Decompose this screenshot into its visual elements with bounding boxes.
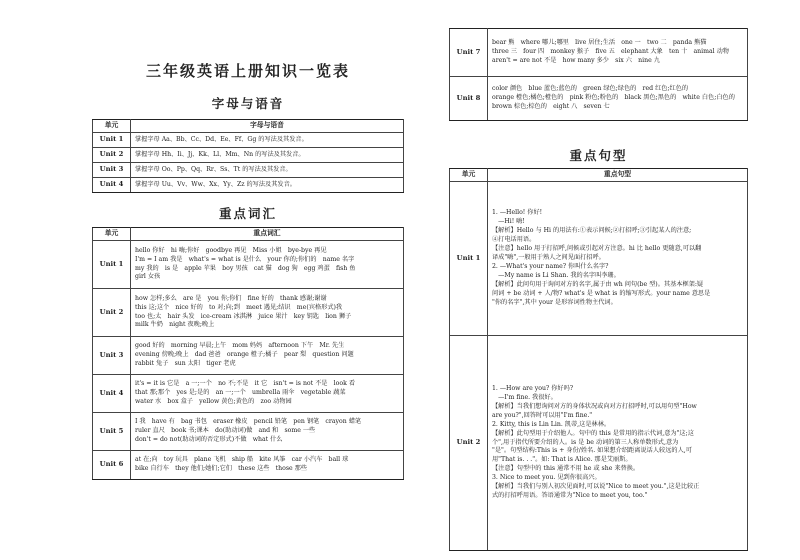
table-row	[93, 133, 404, 148]
unit-label: Unit 2	[450, 336, 488, 551]
table-row	[93, 163, 404, 178]
content-line: I'm = I am 我是 what's = what is 是什么 your 你的;你们的 name 名字	[135, 255, 355, 263]
table-row	[93, 337, 404, 375]
content-line: 掌握字母 Hh、Ii、Jj、Kk、Ll、Mm、Nn 的写法及其发音。	[135, 150, 305, 158]
content-line: it's = it is 它是 a 一;一个 no 不;不是 it 它 isn't = is not 不是 look 看	[135, 380, 356, 388]
content-line: 掌握字母 Aa、Bb、Cc、Dd、Ee、Ff、Gg 的写法及其发音。	[135, 135, 308, 143]
vocabulary-table	[92, 227, 404, 480]
content-line: good 好的 morning 早晨;上午 mom 妈妈 afternoon 下午 Mr. 先生	[135, 342, 345, 350]
content-line: color 颜色 blue 蓝色;蓝色的 green 绿色;绿色的 red 红色;红色的	[492, 85, 689, 93]
unit-label: Unit 4	[93, 178, 131, 193]
row-content	[488, 29, 748, 77]
sentences-header-unit: 单元	[450, 169, 488, 182]
table-row	[450, 77, 748, 121]
content-line: orange 橙色;橘色;橙色的 pink 粉色;粉色的 black 黑色;黑色的 white 白色;白色的	[492, 94, 735, 101]
content-line: 3. Nice to meet you. 见到你很高兴。	[492, 474, 601, 482]
sentences-table	[449, 168, 748, 551]
vocabulary-header-content: 重点词汇	[131, 228, 404, 241]
row-content	[131, 289, 404, 337]
content-line: 式的打招呼用语。答语通常为"Nice to meet you, too."	[492, 492, 648, 500]
table-row	[93, 148, 404, 163]
table-row	[450, 336, 748, 551]
content-line: three 三 four 四 monkey 猴子 five 五 elephant 大象 ten 十 animal 动物	[492, 48, 729, 55]
row-content	[488, 77, 748, 121]
content-line: "是"。句型结构:This is + 身份/姓名. 如果想介绍距离说话人较远的人,可	[492, 447, 692, 455]
content-line: I 我 have 有 bag 书包 eraser 橡皮 pencil 铅笔 pen 钢笔 crayon 蜡笔	[135, 418, 362, 426]
content-line: 1. —How are you? 你好吗?	[492, 384, 574, 392]
row-content	[131, 163, 404, 178]
alphabet-section-title: 字母与语音	[211, 96, 285, 111]
content-line: are you?",回答时可以用"I'm fine."	[492, 411, 593, 419]
row-content	[131, 178, 404, 193]
content-line: this 这;这个 nice 好的 to 对;向;到 meet 遇见;结识 me(宾格形式)我	[135, 303, 343, 311]
unit-label: Unit 1	[450, 182, 488, 336]
content-line: water 水 box 盒子 yellow 黄色;黄色的 zoo 动物园	[135, 397, 292, 405]
content-line: 问词 + be 动词 + 人/物? what's 是 what is 的缩写形式。your name 意思是	[492, 289, 711, 297]
content-line: milk 牛奶 night 夜晚;晚上	[135, 321, 215, 329]
alphabet-table	[92, 119, 404, 193]
content-line: don't = do not(助动词的否定形式)不做 what 什么	[135, 435, 283, 443]
unit-label: Unit 7	[450, 29, 488, 77]
content-line: —Hi! 嗨!	[492, 218, 525, 226]
table-row	[93, 178, 404, 193]
content-line: 【注意】句型中的 this 通常不用 he 或 she 来替换。	[492, 465, 640, 473]
content-line: 【解析】此句型用于介绍他人。句中的 this 是常用的指示代词,意为"这;这	[492, 429, 694, 437]
content-line: at 在;向 toy 玩具 plane 飞机 ship 船 kite 风筝 car 小汽车 ball 球	[135, 456, 349, 464]
vocabulary-section-title: 重点词汇	[218, 206, 277, 221]
row-content	[488, 336, 748, 551]
content-line: that 那;那个 yes 是;是的 an 一;一个 umbrella 雨伞 vegetable 蔬菜	[135, 389, 346, 396]
content-line: 2. —What's your name? 你叫什么名字?	[492, 262, 609, 270]
content-line: 【解析】当我们想询问对方的身体状况或向对方打招呼时,可以用句型"How	[492, 402, 697, 410]
content-line: how 怎样;多么 are 是 you 你;你们 fine 好的 thank 感谢;谢谢	[135, 294, 327, 302]
sentences-header-content: 重点句型	[488, 169, 748, 182]
row-content	[131, 375, 404, 413]
content-line: 2. Kitty, this is Lin Lin. 凯蒂,这是林林。	[492, 420, 611, 428]
unit-label: Unit 2	[93, 289, 131, 337]
unit-label: Unit 1	[93, 133, 131, 148]
content-line: bike 自行车 they 他们;她们;它们 these 这些 those 那些	[135, 465, 308, 472]
content-line: rabbit 兔子 sun 太阳 tiger 老虎	[135, 359, 236, 367]
table-row	[93, 451, 404, 480]
row-content	[131, 241, 404, 289]
row-content	[131, 337, 404, 375]
alphabet-header-content: 字母与语音	[131, 120, 404, 133]
content-line: evening 傍晚;晚上 dad 爸爸 orange 橙子;橘子 pear 梨 question 问题	[135, 351, 354, 358]
row-content	[131, 133, 404, 148]
content-line: 【注意】hello 用于打招呼,问候或引起对方注意。hi 比 hello 更随意,可以翻	[492, 245, 702, 253]
content-line: my 我的 is 是 apple 苹果 boy 男孩 cat 猫 dog 狗 egg 鸡蛋 fish 鱼	[135, 264, 356, 272]
unit-label: Unit 4	[93, 375, 131, 413]
unit-label: Unit 6	[93, 451, 131, 480]
unit-label: Unit 3	[93, 163, 131, 178]
content-line: "你的名字",其中 your 是形容词性物主代词。	[492, 298, 617, 306]
alphabet-header-unit: 单元	[93, 120, 131, 133]
row-content	[131, 413, 404, 451]
content-line: brown 棕色;棕色的 eight 八 seven 七	[492, 102, 610, 110]
content-line: 译成"嗨",一般用于熟人之间见面打招呼。	[492, 254, 605, 261]
table-row	[93, 375, 404, 413]
unit-label: Unit 3	[93, 337, 131, 375]
table-row	[93, 413, 404, 451]
content-line: girl 女孩	[135, 273, 161, 281]
sentences-section-title: 重点句型	[569, 148, 628, 163]
content-line: 【解析】Hello 与 Hi 的用法有:①表示问候;②打招呼;③引起某人的注意;	[492, 227, 692, 235]
content-line: aren't = are not 不是 how many 多少 six 六 nine 九	[492, 56, 660, 64]
table-row	[450, 182, 748, 336]
content-line: ruler 直尺 book 书;课本 do(助动词)做 and 和 some 一些	[135, 427, 316, 434]
content-line: —I'm fine. 我很好。	[492, 393, 557, 401]
content-line: hello 你好 hi 嗨;你好 goodbye 再见 Miss 小姐 bye-bye 再见	[135, 246, 327, 254]
vocabulary-header-unit: 单元	[93, 228, 131, 241]
content-line: 用"That is. . ."。如: That is Alice. 那是艾丽斯。	[492, 456, 632, 464]
content-line: 掌握字母 Oo、Pp、Qq、Rr、Ss、Tt 的写法及其发音。	[135, 165, 292, 173]
unit-label: Unit 5	[93, 413, 131, 451]
content-line: too 也;太 hair 头发 ice-cream 冰淇淋 juice 果汁 key 钥匙 lion 狮子	[135, 312, 352, 320]
unit-label: Unit 2	[93, 148, 131, 163]
content-line: —My name is Li Shan. 我的名字叫李珊。	[492, 271, 620, 279]
content-line: 1. —Hello! 你好!	[492, 209, 543, 217]
content-line: 【解析】当我们与别人初次见面时,可以说"Nice to meet you.",这是比较正	[492, 483, 700, 491]
content-line: bear 熊 where 哪儿;哪里 live 居住;生活 one 一 two 二 panda 熊猫	[492, 39, 707, 47]
content-line: 掌握字母 Uu、Vv、Ww、Xx、Yy、Zz 的写法及其发音。	[135, 180, 296, 188]
vocabulary-continued-table	[449, 28, 748, 121]
table-row	[450, 29, 748, 77]
content-line: ④打电话用语。	[492, 236, 536, 244]
row-content	[131, 148, 404, 163]
table-row	[93, 289, 404, 337]
document-title: 三年级英语上册知识一览表	[145, 62, 350, 80]
table-row	[93, 241, 404, 289]
row-content	[488, 182, 748, 336]
unit-label: Unit 8	[450, 77, 488, 121]
content-line: 【解析】此问句用于询问对方的名字,属于由 wh 问句(be 型)。其基本框架:疑	[492, 280, 704, 288]
content-line: 个",用于指代所要介绍的人。is 是 be 动词的第三人称单数形式,意为	[492, 438, 679, 446]
unit-label: Unit 1	[93, 241, 131, 289]
row-content	[131, 451, 404, 480]
